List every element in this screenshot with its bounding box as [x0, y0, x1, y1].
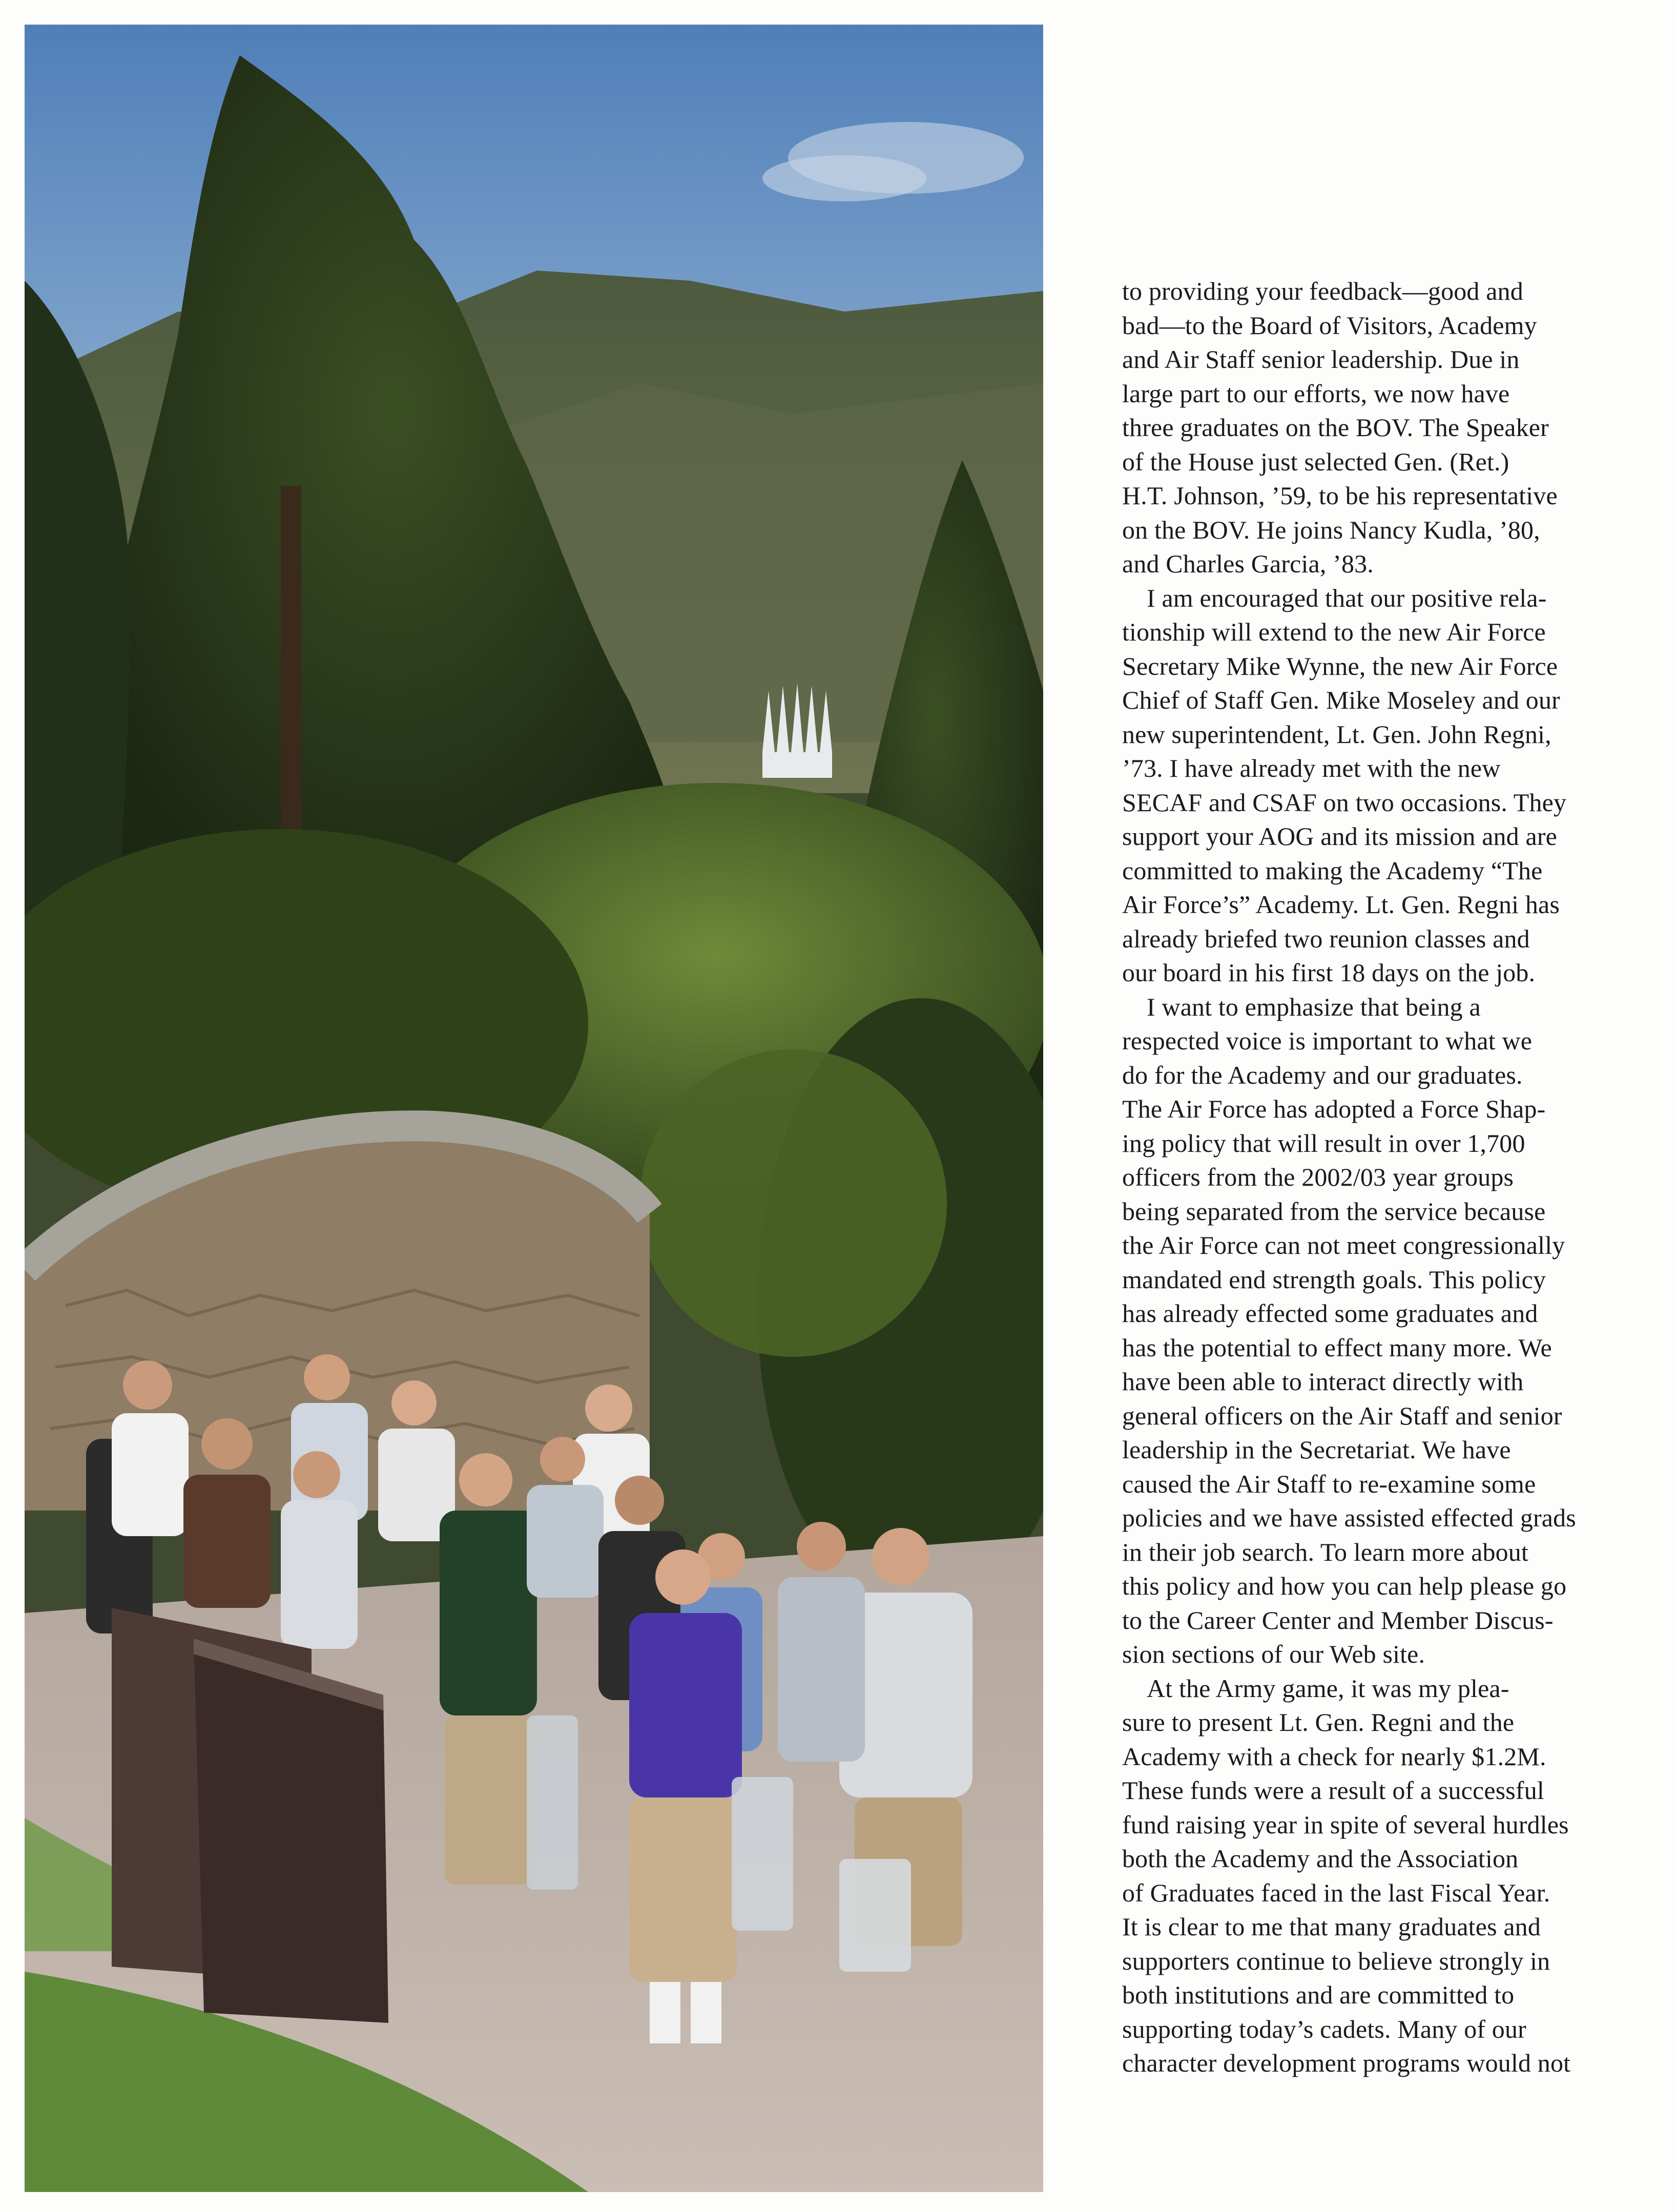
- article-line: caused the Air Staff to re-examine some: [1122, 1469, 1536, 1498]
- article-line: large part to our efforts, we now have: [1122, 379, 1510, 408]
- article-line: These funds were a result of a successful: [1122, 1776, 1544, 1805]
- article-line: new superintendent, Lt. Gen. John Regni,: [1122, 719, 1551, 749]
- article-line: Secretary Mike Wynne, the new Air Force: [1122, 651, 1558, 680]
- article-line: respected voice is important to what we: [1122, 1026, 1533, 1055]
- article-line: sion sections of our Web site.: [1122, 1640, 1425, 1668]
- article-line: of the House just selected Gen. (Ret.): [1122, 447, 1509, 476]
- article-line: this policy and how you can help please go: [1122, 1572, 1567, 1600]
- article-line: committed to making the Academy “The: [1122, 856, 1543, 885]
- article-line: mandated end strength goals. This policy: [1122, 1265, 1546, 1294]
- article-line: supporting today’s cadets. Many of our: [1122, 2014, 1526, 2043]
- article-line: has the potential to effect many more. We: [1122, 1333, 1552, 1362]
- article-line: general officers on the Air Staff and senior: [1122, 1401, 1562, 1430]
- article-line: character development programs would not: [1122, 2049, 1571, 2077]
- article-line: bad—to the Board of Visitors, Academy: [1122, 311, 1537, 340]
- article-text: [1122, 274, 1614, 2080]
- article-line: to providing your feedback—good and: [1122, 277, 1523, 305]
- article-line: on the BOV. He joins Nancy Kudla, ’80,: [1122, 515, 1540, 544]
- article-line: already briefed two reunion classes and: [1122, 924, 1530, 953]
- photo-illustration: [25, 25, 1043, 2192]
- article-line: being separated from the service because: [1122, 1196, 1546, 1226]
- article-line: I want to emphasize that being a: [1147, 992, 1481, 1021]
- article-line: to the Career Center and Member Discus-: [1122, 1605, 1554, 1635]
- article-line: The Air Force has adopted a Force Shap-: [1122, 1094, 1546, 1123]
- article-line: tionship will extend to the new Air Force: [1122, 617, 1546, 646]
- article-line: both institutions and are committed to: [1122, 1980, 1515, 2009]
- article-line: officers from the 2002/03 year groups: [1122, 1163, 1514, 1191]
- article-line: support your AOG and its mission and are: [1122, 822, 1557, 851]
- article-line: I am encouraged that our positive rela-: [1147, 583, 1547, 612]
- article-line: fund raising year in spite of several hurdles: [1122, 1810, 1569, 1839]
- article-line: It is clear to me that many graduates and: [1122, 1912, 1541, 1941]
- article-line: both the Academy and the Association: [1122, 1844, 1519, 1873]
- article-line: has already effected some graduates and: [1122, 1299, 1538, 1328]
- article-line: Chief of Staff Gen. Mike Moseley and our: [1122, 686, 1560, 714]
- article-line: sure to present Lt. Gen. Regni and the: [1122, 1708, 1515, 1736]
- article-line: our board in his first 18 days on the job.: [1122, 958, 1536, 987]
- article-line: ing policy that will result in over 1,700: [1122, 1128, 1525, 1157]
- article-line: do for the Academy and our graduates.: [1122, 1060, 1523, 1089]
- article-line: three graduates on the BOV. The Speaker: [1122, 413, 1549, 442]
- cadets-walking-photo: [25, 25, 1043, 2192]
- article-line: leadership in the Secretariat. We have: [1122, 1435, 1511, 1464]
- article-line: H.T. Johnson, ’59, to be his representative: [1122, 481, 1558, 510]
- article-line: policies and we have assisted effected grads: [1122, 1503, 1576, 1532]
- article-line: and Charles Garcia, ’83.: [1122, 549, 1374, 578]
- article-line: Academy with a check for nearly $1.2M.: [1122, 1742, 1546, 1771]
- article-line: of Graduates faced in the last Fiscal Year.: [1122, 1878, 1550, 1907]
- article-line: have been able to interact directly with: [1122, 1367, 1524, 1396]
- article-line: and Air Staff senior leadership. Due in: [1122, 345, 1520, 374]
- article-line: the Air Force can not meet congressionally: [1122, 1231, 1565, 1259]
- article-line: SECAF and CSAF on two occasions. They: [1122, 788, 1567, 817]
- article-line: At the Army game, it was my plea-: [1147, 1673, 1509, 1703]
- article-line: in their job search. To learn more about: [1122, 1537, 1528, 1566]
- article-line: ’73. I have already met with the new: [1122, 754, 1501, 782]
- article-line: supporters continue to believe strongly in: [1122, 1946, 1550, 1975]
- article-line: Air Force’s” Academy. Lt. Gen. Regni has: [1122, 890, 1560, 919]
